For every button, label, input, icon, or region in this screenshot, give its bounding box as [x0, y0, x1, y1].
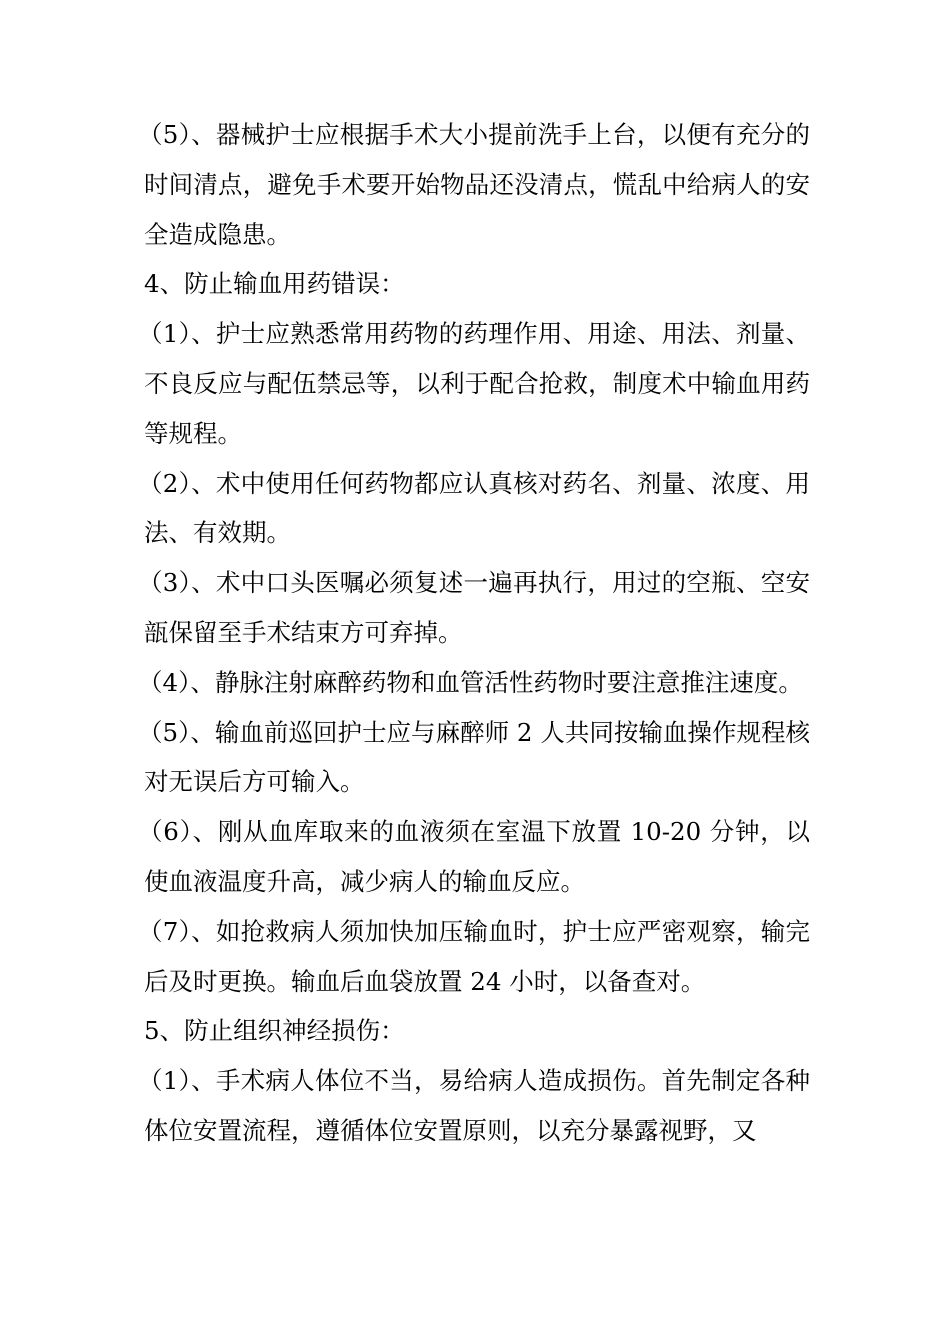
document-body — [138, 110, 810, 1156]
paragraph-verbal-order-3: （3）、术中口头医嘱必须复述一遍再执行，用过的空瓶、空安瓿保留至手术结束方可弃掉。 — [138, 568, 810, 647]
heading-prevent-transfusion-errors: 4、防止输血用药错误： — [144, 269, 405, 299]
paragraph-injection-speed-4: （4）、静脉注射麻醉药物和血管活性药物时要注意推注速度。 — [138, 667, 803, 697]
paragraph-transfusion-check-5: （5）、输血前巡回护士应与麻醉师 2 人共同按输血操作规程核对无误后方可输入。 — [138, 717, 810, 797]
paragraph-positioning-1: （1）、手术病人体位不当，易给病人造成损伤。首先制定各种体位安置流程，遵循体位安置原则，以充分暴露视野，又 — [138, 1066, 810, 1145]
paragraph-drug-knowledge-1: （1）、护士应熟悉常用药物的药理作用、用途、用法、剂量、不良反应与配伍禁忌等，以利于配合抢救，制度术中输血用药等规程。 — [138, 319, 810, 448]
paragraph-drug-check-2: （2）、术中使用任何药物都应认真核对药名、剂量、浓度、用法、有效期。 — [138, 468, 810, 548]
paragraph-blood-warming-6: （6）、刚从血库取来的血液须在室温下放置 10-20 分钟，以使血液温度升高，减少病人的输血反应。 — [138, 817, 810, 896]
heading-prevent-nerve-injury: 5、防止组织神经损伤： — [144, 1016, 405, 1046]
paragraph-pressure-transfusion-7: （7）、如抢救病人须加快加压输血时，护士应严密观察，输完后及时更换。输血后血袋放置 24 小时，以备查对。 — [138, 916, 810, 996]
paragraph-instrument-nurse-5: （5）、器械护士应根据手术大小提前洗手上台，以便有充分的时间清点，避免手术要开始物品还没清点，慌乱中给病人的安全造成隐患。 — [138, 120, 810, 249]
